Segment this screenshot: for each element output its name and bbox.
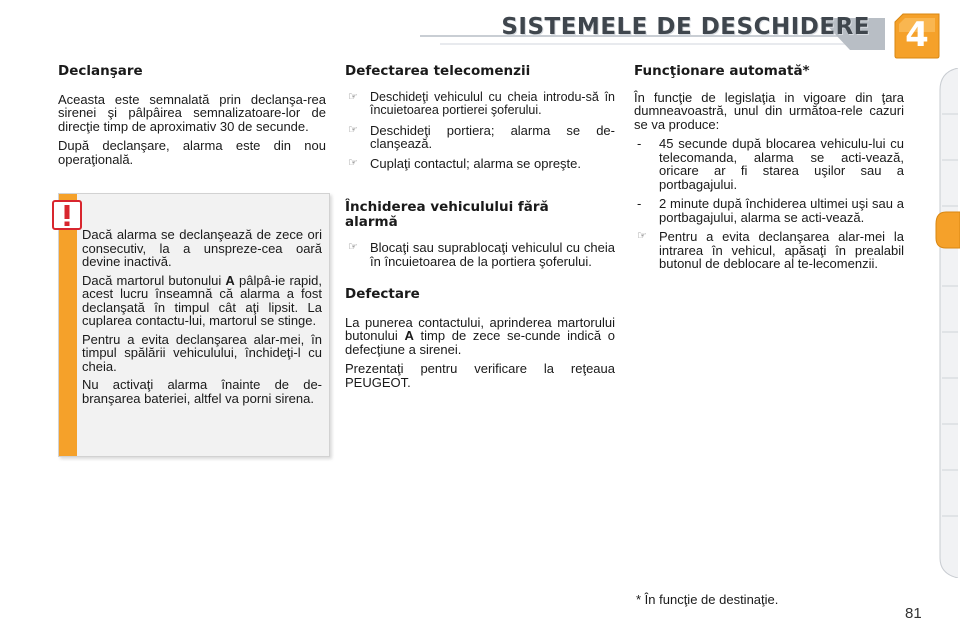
bullet-text: Cuplaţi contactul; alarma se opreşte. xyxy=(370,155,581,171)
button-a-label: A xyxy=(404,328,414,343)
bullet-item xyxy=(345,124,615,151)
paragraph: După declanşare, alarma este din nou operaţională. xyxy=(58,138,326,167)
warning-text xyxy=(82,228,322,410)
warning-strip xyxy=(59,194,77,456)
bullet-text: Pentru a evita declanşarea alar-mei la intrarea în vehicul, apăsaţi în prealabil butonul de deblocare al te-lecomenzii. xyxy=(659,229,904,271)
dash-item xyxy=(634,197,904,224)
bullet-text: Blocaţi sau suprablocaţi vehiculul cu cheia în încuietoarea de la portiera şoferului. xyxy=(370,240,615,269)
dash-text: 2 minute după închiderea ultimei uşi sau a portbagajului, alarma se acti-vează. xyxy=(659,196,904,225)
dash-bullet: - xyxy=(637,136,642,151)
section-title: SISTEMELE DE DESCHIDERE xyxy=(501,14,870,40)
arrow-bullet-icon: ☞ xyxy=(348,241,358,253)
bullet-text: Deschideţi portiera; alarma se de-clanşează. xyxy=(370,122,615,151)
dash-item xyxy=(634,137,904,191)
text-run: timp de zece se-cunde indică o defecţiune a sirenei. xyxy=(345,328,615,357)
page-number: 81 xyxy=(905,605,922,622)
text-run: pâlpâ-ie rapid, acest lucru înseamnă că alarma a fost declanşată în timpul cât aţi lipsit. La cuplarea contactu-lui, martorul se stinge. xyxy=(82,272,322,328)
column-functionare-automata xyxy=(634,65,904,277)
heading-defectarea-telecomenzii: Defectarea telecomenzii xyxy=(345,63,531,79)
bullet-item xyxy=(345,157,615,171)
dash-text: 45 secunde după blocarea vehiculu-lui cu telecomanda, alarma se acti-vează, oricare ar fi starea uşilor sau a portbagajului. xyxy=(659,136,904,192)
warning-paragraph: Pentru a evita declanşarea alar-mei, în timpul spălării vehiculului, închideţi-l cu cheia. xyxy=(82,331,322,374)
arrow-bullet-icon: ☞ xyxy=(637,230,647,242)
button-a-label: A xyxy=(225,272,235,288)
chapter-tabs[interactable] xyxy=(928,68,960,578)
heading-declansare: Declanşare xyxy=(58,63,143,79)
warning-paragraph xyxy=(82,274,322,328)
heading-functionare-automata: Funcţionare automată* xyxy=(634,63,810,79)
warning-exclamation-icon xyxy=(52,200,82,230)
dash-bullet: - xyxy=(637,196,642,211)
text-run: La punerea contactului, aprinderea martorului butonului xyxy=(345,314,615,343)
arrow-bullet-icon: ☞ xyxy=(348,156,358,169)
paragraph: Prezentaţi pentru verificare la reţeaua PEUGEOT. xyxy=(345,361,615,390)
column-declansare xyxy=(58,65,326,172)
paragraph: În funcţie de legislaţia in vigoare din ţara dumneavoastră, unul din următoa-rele cazuri se va produce: xyxy=(634,89,904,132)
arrow-bullet-icon: ☞ xyxy=(348,90,358,103)
bullet-item xyxy=(634,230,904,271)
text-run: Dacă martorul butonului xyxy=(82,272,226,288)
arrow-bullet-icon: ☞ xyxy=(348,123,358,136)
warning-paragraph: Dacă alarma se declanşează de zece ori consecutiv, la a unspreze-cea oară devine inactivă. xyxy=(82,227,322,269)
warning-paragraph: Nu activaţi alarma înainte de de-branşarea bateriei, altfel va porni sirena. xyxy=(82,377,322,406)
bullet-text: Deschideţi vehiculul cu cheia introdu-să în încuietoarea portierei şoferului. xyxy=(370,89,615,117)
paragraph: Aceasta este semnalată prin declanşa-rea sirenei şi pâlpâirea semnalizatoare-lor de direcţie timp de aproximativ 30 de secunde. xyxy=(58,91,326,134)
heading-inchiderea-fara-alarma: Închiderea vehiculului fără alarmă xyxy=(345,199,549,230)
column-defectare xyxy=(345,65,615,395)
bullet-item xyxy=(345,241,615,268)
chapter-number: 4 xyxy=(905,15,929,55)
paragraph xyxy=(345,316,615,357)
bullet-item xyxy=(345,91,615,118)
footnote: * În funcţie de destinaţie. xyxy=(636,592,779,607)
heading-defectare: Defectare xyxy=(345,286,420,302)
